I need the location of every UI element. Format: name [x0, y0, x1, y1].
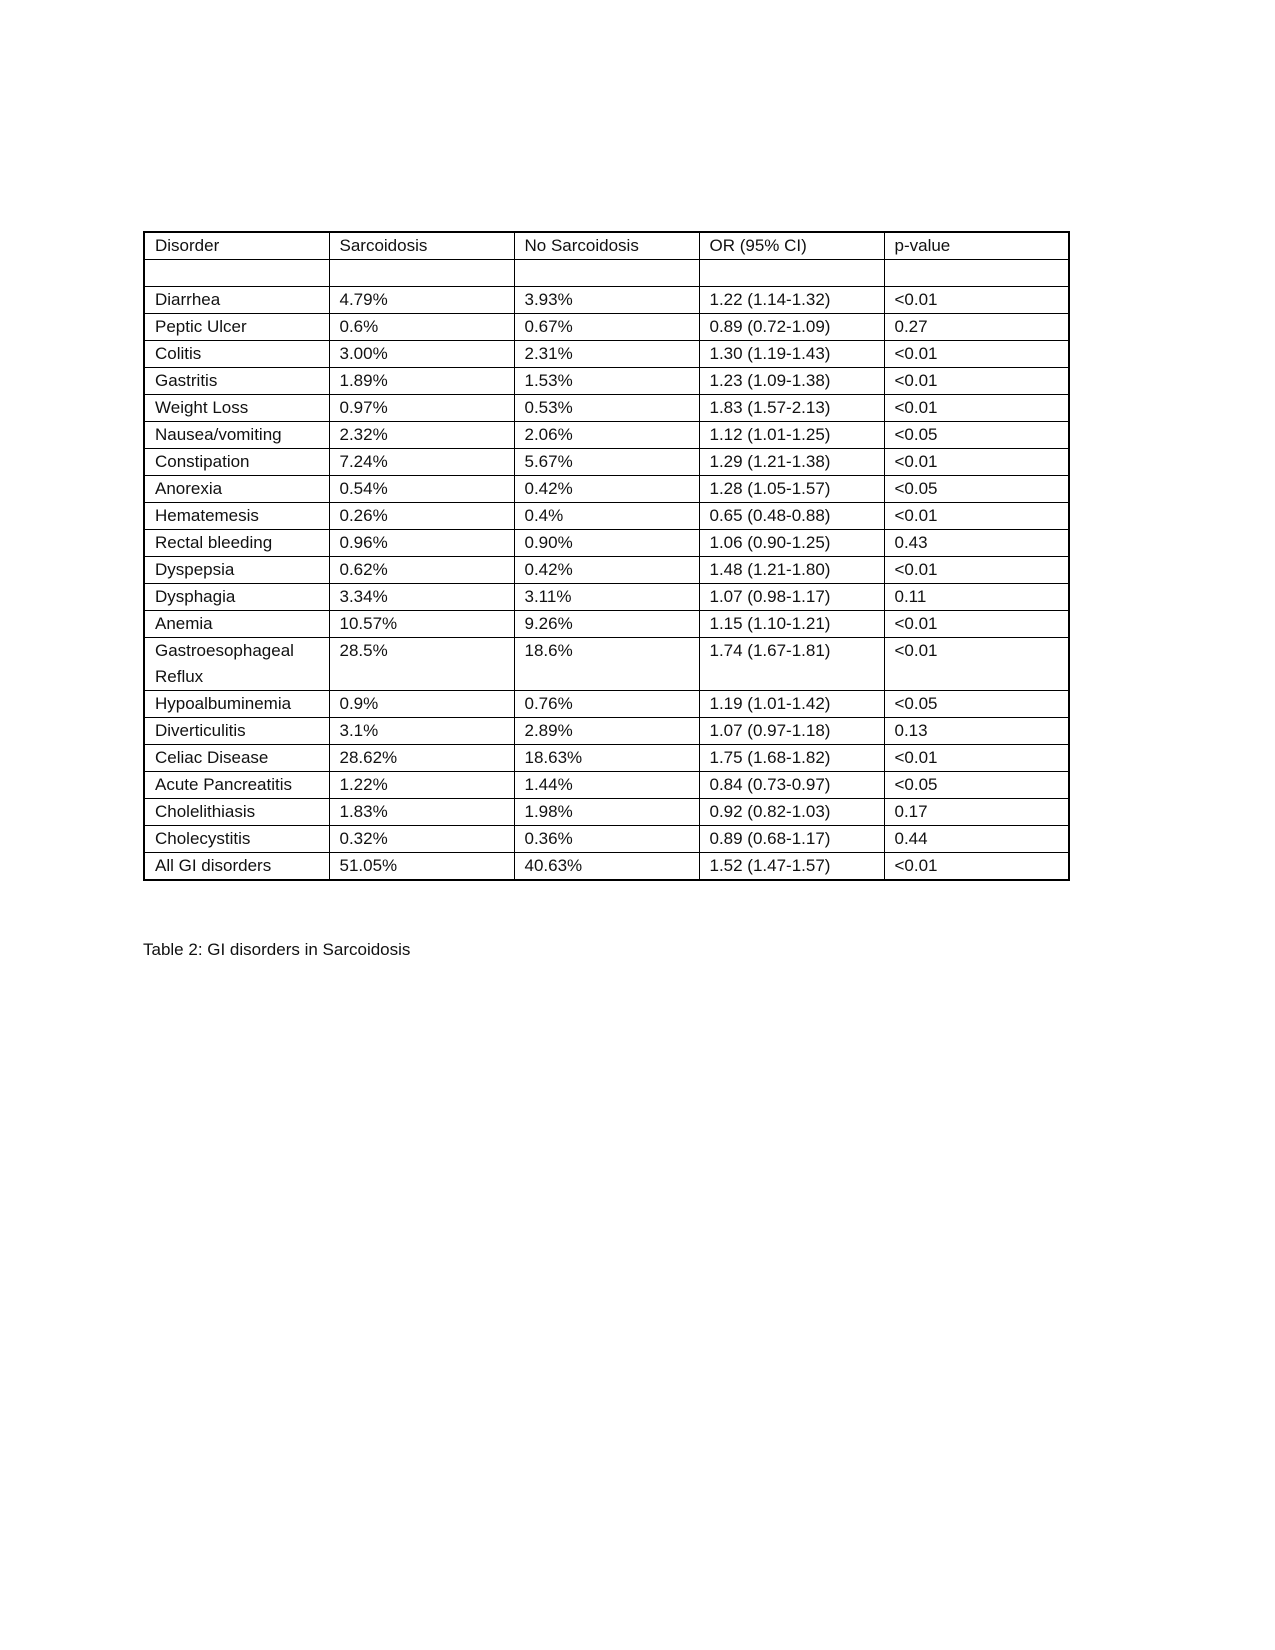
or-ci-cell: 1.22 (1.14-1.32) — [699, 287, 884, 314]
disorder-cell: Constipation — [144, 449, 329, 476]
no-sarcoidosis-cell: 0.36% — [514, 826, 699, 853]
table-row — [144, 314, 1069, 341]
empty-cell — [884, 260, 1069, 287]
table-row — [144, 638, 1069, 691]
disorder-cell: Gastroesophageal Reflux — [144, 638, 329, 691]
p-value-cell: <0.01 — [884, 449, 1069, 476]
disorder-cell: Peptic Ulcer — [144, 314, 329, 341]
table-row — [144, 611, 1069, 638]
or-ci-cell: 1.07 (0.97-1.18) — [699, 718, 884, 745]
gi-disorders-table — [143, 231, 1070, 881]
header-no-sarcoidosis: No Sarcoidosis — [514, 232, 699, 260]
sarcoidosis-cell: 1.89% — [329, 368, 514, 395]
sarcoidosis-cell: 3.1% — [329, 718, 514, 745]
or-ci-cell: 1.19 (1.01-1.42) — [699, 691, 884, 718]
or-ci-cell: 1.06 (0.90-1.25) — [699, 530, 884, 557]
table-row — [144, 530, 1069, 557]
sarcoidosis-cell: 28.62% — [329, 745, 514, 772]
table-header-row — [144, 232, 1069, 260]
p-value-cell: <0.01 — [884, 557, 1069, 584]
disorder-cell: Nausea/vomiting — [144, 422, 329, 449]
disorder-cell: Dyspepsia — [144, 557, 329, 584]
disorder-cell: Anorexia — [144, 476, 329, 503]
sarcoidosis-cell: 0.62% — [329, 557, 514, 584]
p-value-cell: 0.17 — [884, 799, 1069, 826]
p-value-cell: <0.01 — [884, 853, 1069, 881]
or-ci-cell: 1.30 (1.19-1.43) — [699, 341, 884, 368]
header-p-value: p-value — [884, 232, 1069, 260]
table-row — [144, 799, 1069, 826]
p-value-cell: 0.43 — [884, 530, 1069, 557]
table-row — [144, 368, 1069, 395]
table-row — [144, 853, 1069, 881]
sarcoidosis-cell: 10.57% — [329, 611, 514, 638]
sarcoidosis-cell: 2.32% — [329, 422, 514, 449]
sarcoidosis-cell: 3.00% — [329, 341, 514, 368]
disorder-cell: Acute Pancreatitis — [144, 772, 329, 799]
disorder-cell: Hematemesis — [144, 503, 329, 530]
empty-cell — [144, 260, 329, 287]
p-value-cell: <0.01 — [884, 341, 1069, 368]
no-sarcoidosis-cell: 18.63% — [514, 745, 699, 772]
empty-row — [144, 260, 1069, 287]
header-disorder: Disorder — [144, 232, 329, 260]
empty-cell — [514, 260, 699, 287]
or-ci-cell: 1.12 (1.01-1.25) — [699, 422, 884, 449]
or-ci-cell: 0.92 (0.82-1.03) — [699, 799, 884, 826]
table-row — [144, 772, 1069, 799]
no-sarcoidosis-cell: 0.42% — [514, 476, 699, 503]
or-ci-cell: 1.75 (1.68-1.82) — [699, 745, 884, 772]
table-row — [144, 826, 1069, 853]
empty-cell — [329, 260, 514, 287]
or-ci-cell: 0.84 (0.73-0.97) — [699, 772, 884, 799]
table-row — [144, 557, 1069, 584]
p-value-cell: <0.01 — [884, 395, 1069, 422]
or-ci-cell: 1.83 (1.57-2.13) — [699, 395, 884, 422]
p-value-cell: 0.44 — [884, 826, 1069, 853]
no-sarcoidosis-cell: 3.93% — [514, 287, 699, 314]
sarcoidosis-cell: 0.9% — [329, 691, 514, 718]
no-sarcoidosis-cell: 9.26% — [514, 611, 699, 638]
p-value-cell: <0.01 — [884, 287, 1069, 314]
disorder-cell: Diarrhea — [144, 287, 329, 314]
no-sarcoidosis-cell: 0.76% — [514, 691, 699, 718]
no-sarcoidosis-cell: 0.53% — [514, 395, 699, 422]
sarcoidosis-cell: 7.24% — [329, 449, 514, 476]
p-value-cell: <0.01 — [884, 503, 1069, 530]
no-sarcoidosis-cell: 2.89% — [514, 718, 699, 745]
no-sarcoidosis-cell: 40.63% — [514, 853, 699, 881]
p-value-cell: <0.01 — [884, 638, 1069, 691]
sarcoidosis-cell: 0.54% — [329, 476, 514, 503]
no-sarcoidosis-cell: 2.31% — [514, 341, 699, 368]
or-ci-cell: 1.52 (1.47-1.57) — [699, 853, 884, 881]
table-caption: Table 2: GI disorders in Sarcoidosis — [143, 940, 411, 959]
sarcoidosis-cell: 1.22% — [329, 772, 514, 799]
sarcoidosis-cell: 51.05% — [329, 853, 514, 881]
no-sarcoidosis-cell: 1.44% — [514, 772, 699, 799]
table-row — [144, 476, 1069, 503]
header-sarcoidosis: Sarcoidosis — [329, 232, 514, 260]
disorder-cell: Cholecystitis — [144, 826, 329, 853]
no-sarcoidosis-cell: 0.67% — [514, 314, 699, 341]
or-ci-cell: 1.74 (1.67-1.81) — [699, 638, 884, 691]
disorder-cell: Cholelithiasis — [144, 799, 329, 826]
sarcoidosis-cell: 0.6% — [329, 314, 514, 341]
disorder-cell: Dysphagia — [144, 584, 329, 611]
sarcoidosis-cell: 0.96% — [329, 530, 514, 557]
p-value-cell: <0.01 — [884, 611, 1069, 638]
or-ci-cell: 1.28 (1.05-1.57) — [699, 476, 884, 503]
or-ci-cell: 0.89 (0.72-1.09) — [699, 314, 884, 341]
table-row — [144, 395, 1069, 422]
or-ci-cell: 1.23 (1.09-1.38) — [699, 368, 884, 395]
no-sarcoidosis-cell: 0.4% — [514, 503, 699, 530]
p-value-cell: <0.05 — [884, 691, 1069, 718]
header-or-ci: OR (95% CI) — [699, 232, 884, 260]
table-row — [144, 584, 1069, 611]
sarcoidosis-cell: 0.32% — [329, 826, 514, 853]
no-sarcoidosis-cell: 3.11% — [514, 584, 699, 611]
no-sarcoidosis-cell: 1.98% — [514, 799, 699, 826]
table-row — [144, 287, 1069, 314]
p-value-cell: <0.05 — [884, 422, 1069, 449]
p-value-cell: <0.05 — [884, 772, 1069, 799]
no-sarcoidosis-cell: 18.6% — [514, 638, 699, 691]
table-row — [144, 503, 1069, 530]
table-row — [144, 745, 1069, 772]
table-row — [144, 691, 1069, 718]
or-ci-cell: 0.65 (0.48-0.88) — [699, 503, 884, 530]
table-row — [144, 422, 1069, 449]
p-value-cell: <0.01 — [884, 368, 1069, 395]
sarcoidosis-cell: 1.83% — [329, 799, 514, 826]
disorder-cell: Colitis — [144, 341, 329, 368]
sarcoidosis-cell: 28.5% — [329, 638, 514, 691]
or-ci-cell: 1.07 (0.98-1.17) — [699, 584, 884, 611]
disorder-cell: All GI disorders — [144, 853, 329, 881]
disorder-cell: Anemia — [144, 611, 329, 638]
p-value-cell: 0.13 — [884, 718, 1069, 745]
or-ci-cell: 1.15 (1.10-1.21) — [699, 611, 884, 638]
no-sarcoidosis-cell: 0.90% — [514, 530, 699, 557]
p-value-cell: 0.11 — [884, 584, 1069, 611]
or-ci-cell: 1.29 (1.21-1.38) — [699, 449, 884, 476]
empty-cell — [699, 260, 884, 287]
or-ci-cell: 1.48 (1.21-1.80) — [699, 557, 884, 584]
disorder-cell: Hypoalbuminemia — [144, 691, 329, 718]
table-row — [144, 449, 1069, 476]
no-sarcoidosis-cell: 0.42% — [514, 557, 699, 584]
or-ci-cell: 0.89 (0.68-1.17) — [699, 826, 884, 853]
sarcoidosis-cell: 3.34% — [329, 584, 514, 611]
sarcoidosis-cell: 0.26% — [329, 503, 514, 530]
sarcoidosis-cell: 0.97% — [329, 395, 514, 422]
no-sarcoidosis-cell: 1.53% — [514, 368, 699, 395]
disorder-cell: Gastritis — [144, 368, 329, 395]
disorder-cell: Weight Loss — [144, 395, 329, 422]
p-value-cell: 0.27 — [884, 314, 1069, 341]
disorder-cell: Diverticulitis — [144, 718, 329, 745]
p-value-cell: <0.01 — [884, 745, 1069, 772]
p-value-cell: <0.05 — [884, 476, 1069, 503]
table-row — [144, 341, 1069, 368]
no-sarcoidosis-cell: 5.67% — [514, 449, 699, 476]
disorder-cell: Celiac Disease — [144, 745, 329, 772]
table-row — [144, 718, 1069, 745]
disorder-cell: Rectal bleeding — [144, 530, 329, 557]
no-sarcoidosis-cell: 2.06% — [514, 422, 699, 449]
sarcoidosis-cell: 4.79% — [329, 287, 514, 314]
